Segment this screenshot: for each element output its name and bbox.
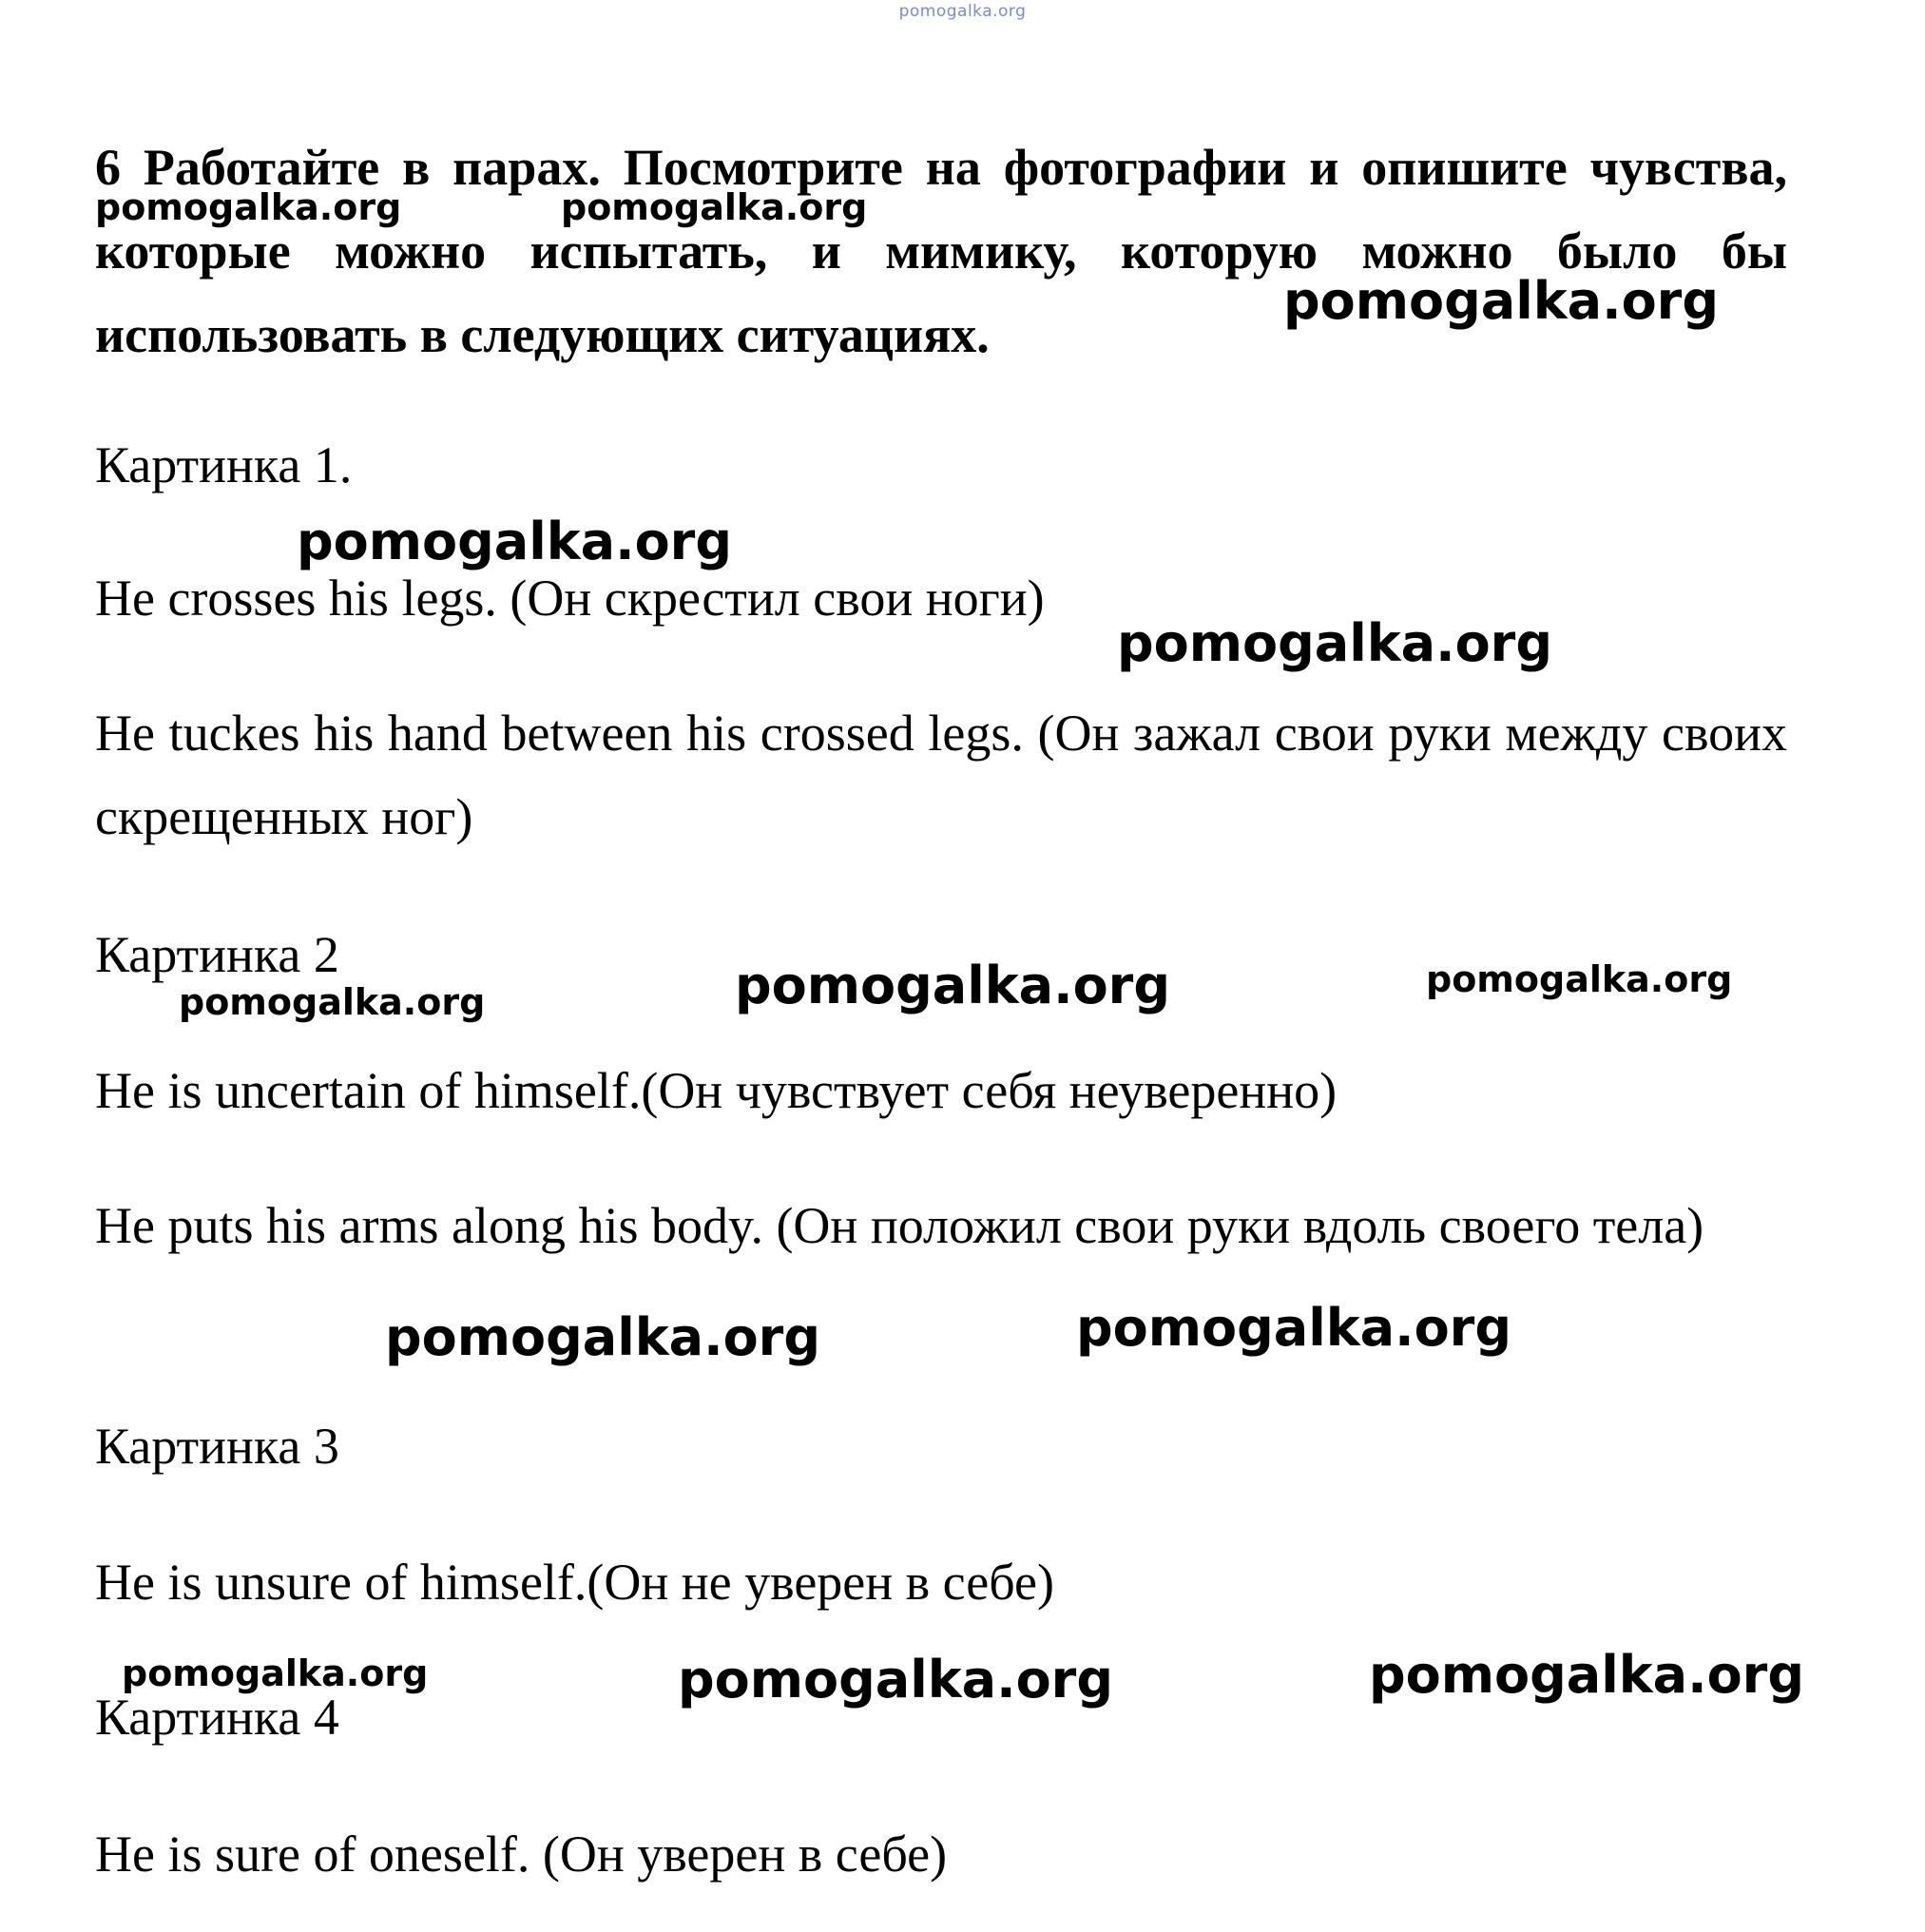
- watermark: pomogalka.org: [385, 1307, 820, 1367]
- watermark: pomogalka.org: [1117, 613, 1552, 673]
- watermark: pomogalka.org: [678, 1650, 1113, 1710]
- watermark: pomogalka.org: [1283, 271, 1719, 331]
- section-4-heading: Картинка 4: [95, 1689, 339, 1746]
- watermark: pomogalka.org: [1076, 1298, 1511, 1358]
- watermark: pomogalka.org: [735, 956, 1170, 1015]
- watermark: pomogalka.org: [1369, 1645, 1804, 1705]
- watermark: pomogalka.org: [179, 981, 486, 1023]
- section-1-line-1: He crosses his legs. (Он скрестил свои ноги): [95, 570, 1045, 627]
- section-1-heading: Картинка 1.: [95, 436, 353, 493]
- task-instruction: 6 Работайте в парах. Посмотрите на фотографии и опишите чувства, которые можно испытать, и мимику, которую можно было бы использовать в следующих ситуациях.: [95, 139, 1787, 363]
- section-2-heading: Картинка 2: [95, 926, 339, 983]
- watermark: pomogalka.org: [95, 186, 402, 228]
- section-4-line-1: He is sure of oneself. (Он уверен в себе): [95, 1826, 948, 1883]
- section-2-line-1: He is uncertain of himself.(Он чувствует себя неуверенно): [95, 1062, 1338, 1119]
- section-1-line-2: He tuckes his hand between his crossed legs. (Он зажал свои руки между своих скрещенных ног): [95, 705, 1787, 845]
- watermark: pomogalka.org: [1426, 958, 1733, 1000]
- section-2-line-2: He puts his arms along his body. (Он положил свои руки вдоль своего тела): [95, 1197, 1704, 1254]
- watermark: pomogalka.org: [122, 1652, 429, 1694]
- section-3-heading: Картинка 3: [95, 1418, 339, 1475]
- watermark: pomogalka.org: [561, 186, 868, 228]
- section-3-line-1: He is unsure of himself.(Он не уверен в себе): [95, 1554, 1054, 1611]
- watermark: pomogalka.org: [297, 512, 732, 571]
- header-watermark: pomogalka.org: [898, 2, 1027, 21]
